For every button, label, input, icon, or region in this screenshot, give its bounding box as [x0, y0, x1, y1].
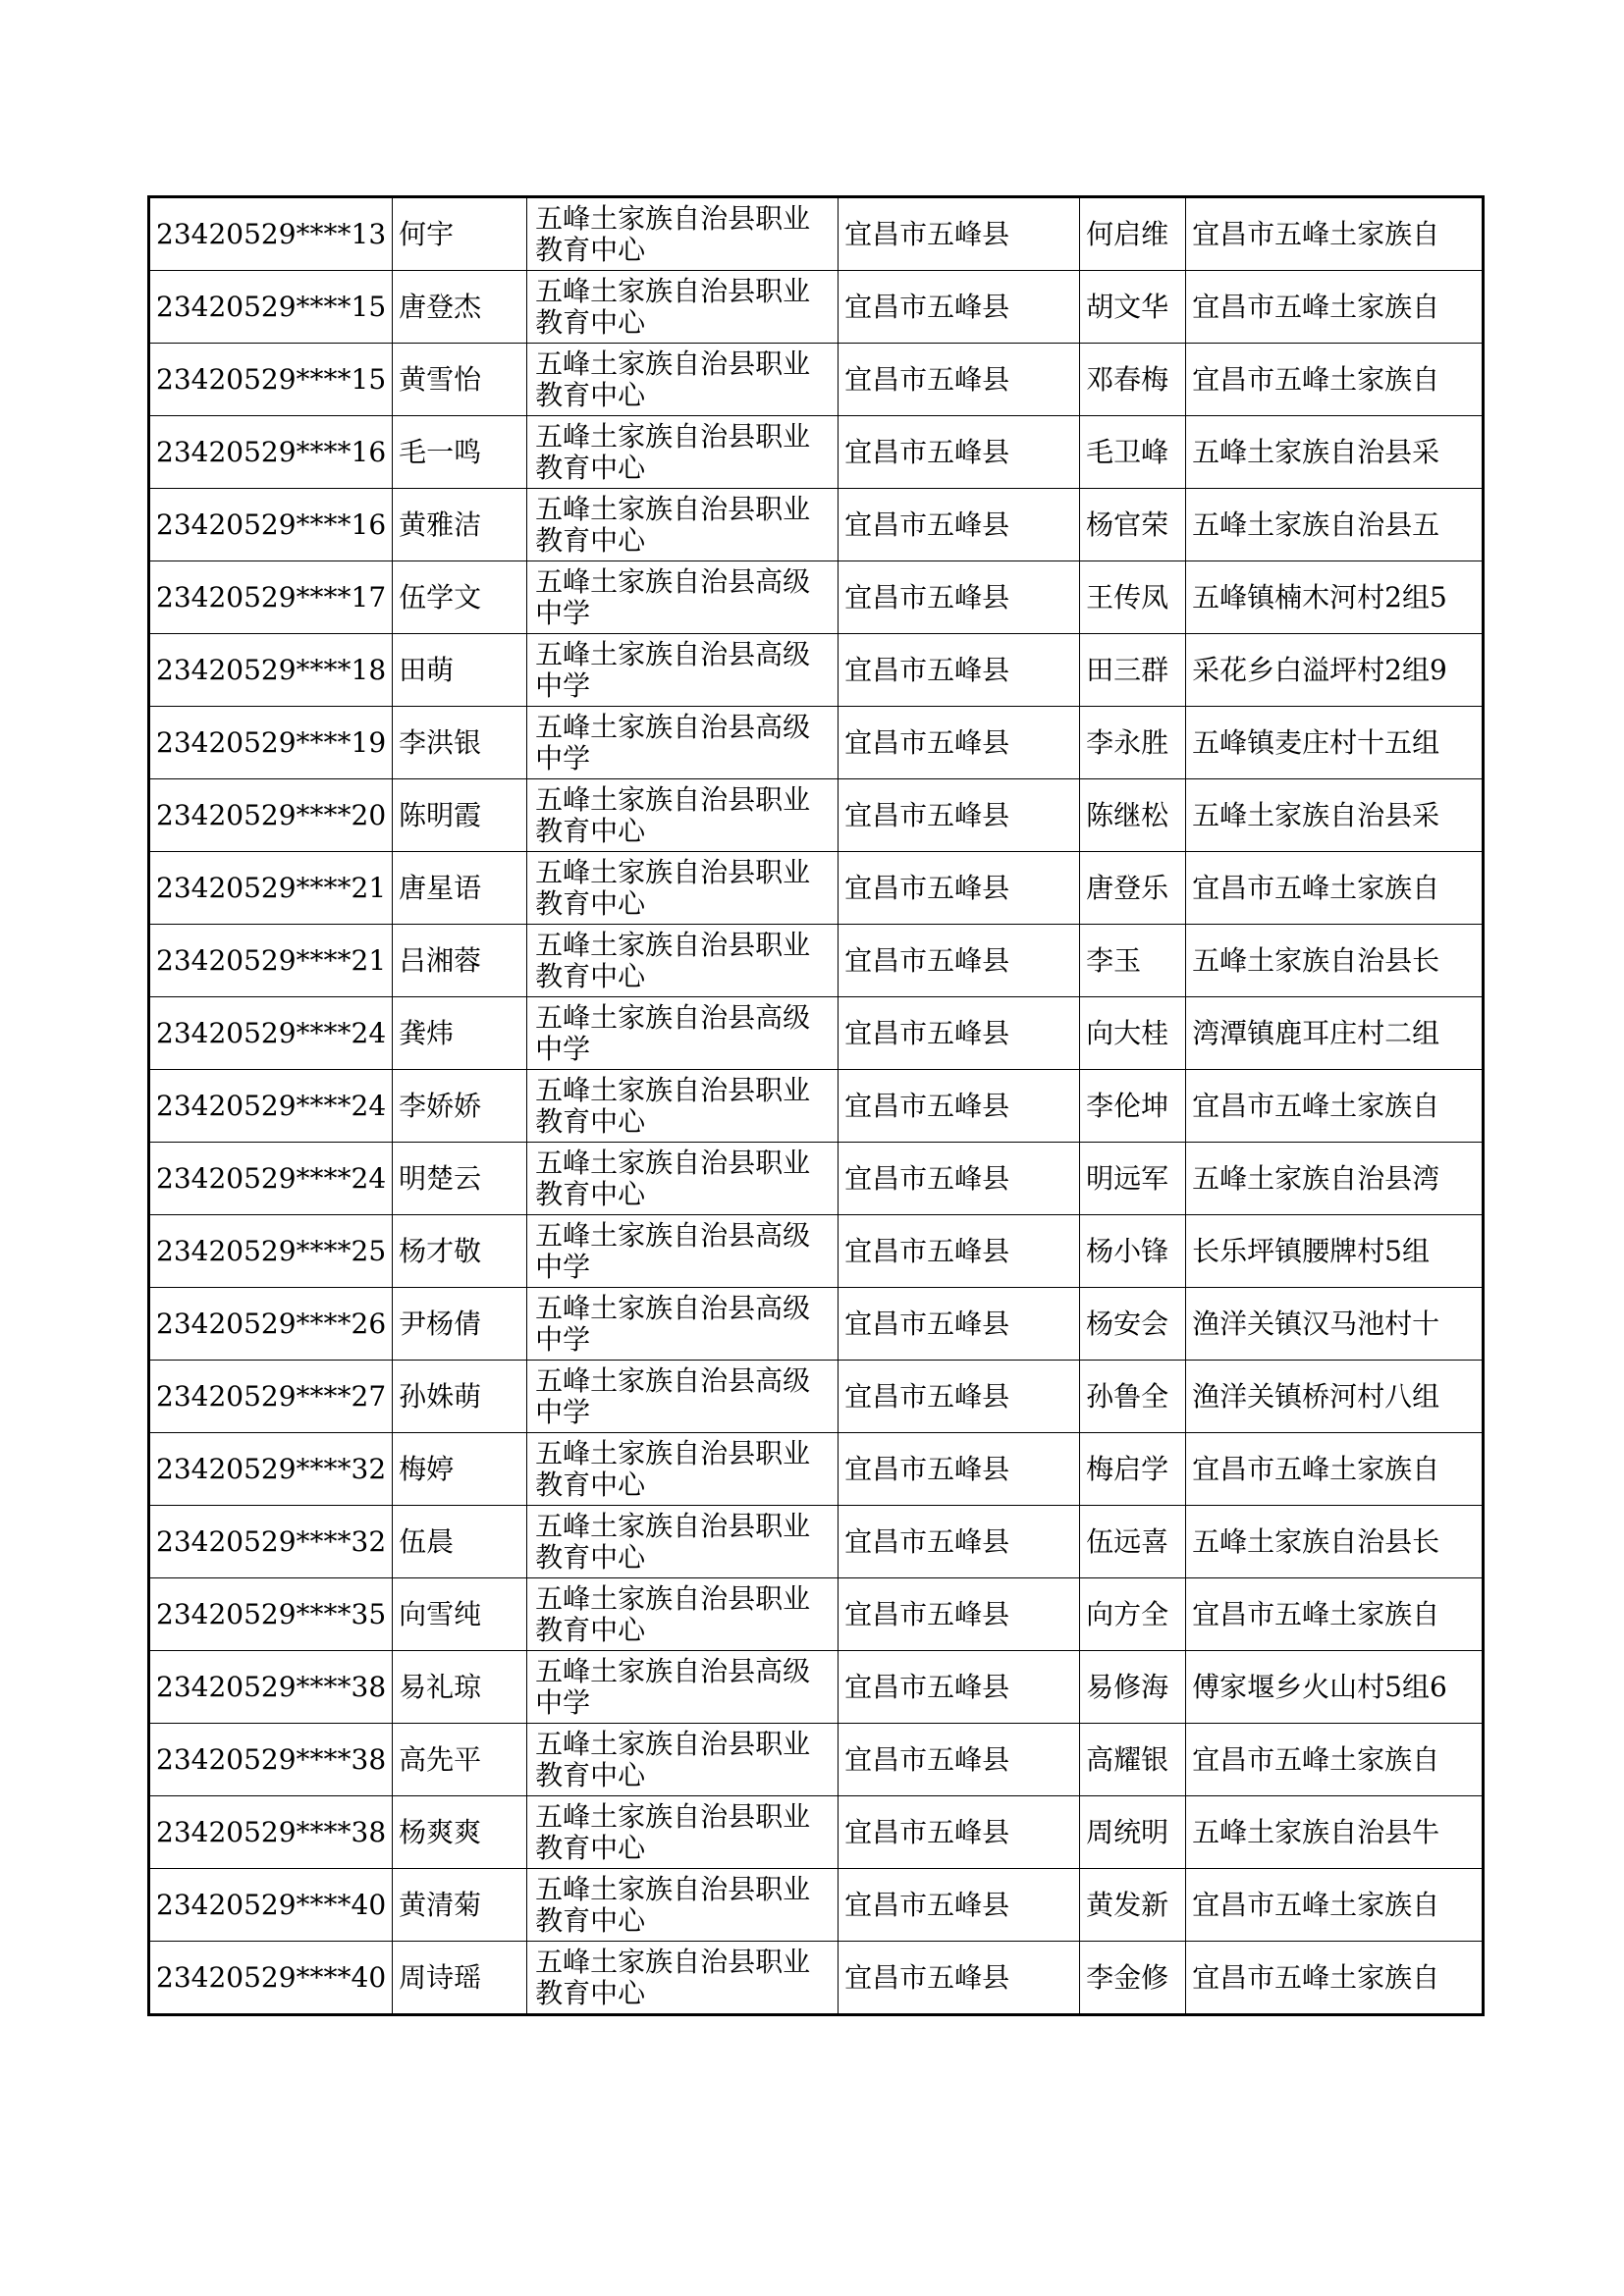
- id-cell: 23420529****35: [149, 1578, 393, 1651]
- guardian-cell: 陈继松: [1080, 779, 1186, 852]
- table-row: [149, 707, 1484, 779]
- guardian-cell: 向方全: [1080, 1578, 1186, 1651]
- address-cell: 五峰土家族自治县采: [1186, 416, 1484, 489]
- school-cell: 五峰土家族自治县高级中学: [527, 997, 839, 1070]
- name-cell: 伍学文: [393, 561, 527, 634]
- guardian-cell: 何启维: [1080, 197, 1186, 271]
- name-cell: 毛一鸣: [393, 416, 527, 489]
- school-cell: 五峰土家族自治县职业教育中心: [527, 852, 839, 925]
- guardian-cell: 伍远喜: [1080, 1506, 1186, 1578]
- region-cell: 宜昌市五峰县: [839, 416, 1080, 489]
- name-cell: 黄雅洁: [393, 489, 527, 561]
- id-cell: 23420529****17: [149, 561, 393, 634]
- id-cell: 23420529****16: [149, 416, 393, 489]
- id-cell: 23420529****25: [149, 1215, 393, 1288]
- address-cell: 五峰镇楠木河村2组5: [1186, 561, 1484, 634]
- id-cell: 23420529****32: [149, 1506, 393, 1578]
- address-cell: 五峰土家族自治县湾: [1186, 1143, 1484, 1215]
- guardian-cell: 明远军: [1080, 1143, 1186, 1215]
- region-cell: 宜昌市五峰县: [839, 271, 1080, 344]
- name-cell: 孙姝萌: [393, 1361, 527, 1433]
- table-row: [149, 1651, 1484, 1724]
- id-cell: 23420529****19: [149, 707, 393, 779]
- school-cell: 五峰土家族自治县职业教育中心: [527, 271, 839, 344]
- address-cell: 宜昌市五峰土家族自: [1186, 1070, 1484, 1143]
- table-row: [149, 1361, 1484, 1433]
- name-cell: 陈明霞: [393, 779, 527, 852]
- address-cell: 渔洋关镇汉马池村十: [1186, 1288, 1484, 1361]
- school-cell: 五峰土家族自治县职业教育中心: [527, 1724, 839, 1796]
- region-cell: 宜昌市五峰县: [839, 1143, 1080, 1215]
- table-row: [149, 1942, 1484, 2015]
- id-cell: 23420529****38: [149, 1796, 393, 1869]
- school-cell: 五峰土家族自治县职业教育中心: [527, 197, 839, 271]
- table-row: [149, 1070, 1484, 1143]
- address-cell: 宜昌市五峰土家族自: [1186, 344, 1484, 416]
- id-cell: 23420529****21: [149, 852, 393, 925]
- guardian-cell: 易修海: [1080, 1651, 1186, 1724]
- id-cell: 23420529****13: [149, 197, 393, 271]
- id-cell: 23420529****15: [149, 271, 393, 344]
- guardian-cell: 李玉: [1080, 925, 1186, 997]
- name-cell: 黄清菊: [393, 1869, 527, 1942]
- region-cell: 宜昌市五峰县: [839, 561, 1080, 634]
- region-cell: 宜昌市五峰县: [839, 997, 1080, 1070]
- table-row: [149, 1143, 1484, 1215]
- region-cell: 宜昌市五峰县: [839, 779, 1080, 852]
- name-cell: 杨才敬: [393, 1215, 527, 1288]
- table-row: [149, 197, 1484, 271]
- region-cell: 宜昌市五峰县: [839, 1215, 1080, 1288]
- region-cell: 宜昌市五峰县: [839, 634, 1080, 707]
- school-cell: 五峰土家族自治县高级中学: [527, 561, 839, 634]
- school-cell: 五峰土家族自治县职业教育中心: [527, 1143, 839, 1215]
- roster-table: [147, 195, 1485, 2016]
- guardian-cell: 胡文华: [1080, 271, 1186, 344]
- school-cell: 五峰土家族自治县职业教育中心: [527, 1506, 839, 1578]
- name-cell: 向雪纯: [393, 1578, 527, 1651]
- name-cell: 黄雪怡: [393, 344, 527, 416]
- id-cell: 23420529****27: [149, 1361, 393, 1433]
- guardian-cell: 李伦坤: [1080, 1070, 1186, 1143]
- address-cell: 五峰土家族自治县长: [1186, 925, 1484, 997]
- school-cell: 五峰土家族自治县高级中学: [527, 707, 839, 779]
- school-cell: 五峰土家族自治县职业教育中心: [527, 1433, 839, 1506]
- guardian-cell: 梅启学: [1080, 1433, 1186, 1506]
- guardian-cell: 毛卫峰: [1080, 416, 1186, 489]
- table-row: [149, 271, 1484, 344]
- address-cell: 五峰土家族自治县长: [1186, 1506, 1484, 1578]
- id-cell: 23420529****15: [149, 344, 393, 416]
- region-cell: 宜昌市五峰县: [839, 1506, 1080, 1578]
- name-cell: 李洪银: [393, 707, 527, 779]
- address-cell: 采花乡白溢坪村2组9: [1186, 634, 1484, 707]
- guardian-cell: 杨安会: [1080, 1288, 1186, 1361]
- address-cell: 宜昌市五峰土家族自: [1186, 1942, 1484, 2015]
- school-cell: 五峰土家族自治县高级中学: [527, 1361, 839, 1433]
- region-cell: 宜昌市五峰县: [839, 1433, 1080, 1506]
- table-row: [149, 1796, 1484, 1869]
- school-cell: 五峰土家族自治县职业教育中心: [527, 344, 839, 416]
- name-cell: 李娇娇: [393, 1070, 527, 1143]
- id-cell: 23420529****40: [149, 1942, 393, 2015]
- table-row: [149, 344, 1484, 416]
- table-row: [149, 1506, 1484, 1578]
- address-cell: 五峰土家族自治县牛: [1186, 1796, 1484, 1869]
- id-cell: 23420529****38: [149, 1724, 393, 1796]
- id-cell: 23420529****40: [149, 1869, 393, 1942]
- school-cell: 五峰土家族自治县职业教育中心: [527, 416, 839, 489]
- name-cell: 田萌: [393, 634, 527, 707]
- address-cell: 长乐坪镇腰牌村5组: [1186, 1215, 1484, 1288]
- school-cell: 五峰土家族自治县职业教育中心: [527, 1869, 839, 1942]
- name-cell: 何宇: [393, 197, 527, 271]
- address-cell: 宜昌市五峰土家族自: [1186, 1433, 1484, 1506]
- id-cell: 23420529****32: [149, 1433, 393, 1506]
- address-cell: 宜昌市五峰土家族自: [1186, 271, 1484, 344]
- id-cell: 23420529****16: [149, 489, 393, 561]
- guardian-cell: 杨官荣: [1080, 489, 1186, 561]
- school-cell: 五峰土家族自治县职业教育中心: [527, 1578, 839, 1651]
- region-cell: 宜昌市五峰县: [839, 925, 1080, 997]
- table-row: [149, 997, 1484, 1070]
- table-row: [149, 852, 1484, 925]
- guardian-cell: 唐登乐: [1080, 852, 1186, 925]
- school-cell: 五峰土家族自治县高级中学: [527, 1215, 839, 1288]
- region-cell: 宜昌市五峰县: [839, 1724, 1080, 1796]
- table-row: [149, 416, 1484, 489]
- name-cell: 明楚云: [393, 1143, 527, 1215]
- address-cell: 宜昌市五峰土家族自: [1186, 852, 1484, 925]
- address-cell: 渔洋关镇桥河村八组: [1186, 1361, 1484, 1433]
- school-cell: 五峰土家族自治县职业教育中心: [527, 489, 839, 561]
- region-cell: 宜昌市五峰县: [839, 1578, 1080, 1651]
- school-cell: 五峰土家族自治县职业教育中心: [527, 779, 839, 852]
- region-cell: 宜昌市五峰县: [839, 344, 1080, 416]
- table-row: [149, 1869, 1484, 1942]
- table-row: [149, 1724, 1484, 1796]
- roster-table-body: [149, 197, 1484, 2015]
- id-cell: 23420529****26: [149, 1288, 393, 1361]
- table-row: [149, 1215, 1484, 1288]
- address-cell: 宜昌市五峰土家族自: [1186, 1578, 1484, 1651]
- id-cell: 23420529****20: [149, 779, 393, 852]
- name-cell: 伍晨: [393, 1506, 527, 1578]
- region-cell: 宜昌市五峰县: [839, 197, 1080, 271]
- address-cell: 五峰土家族自治县采: [1186, 779, 1484, 852]
- guardian-cell: 王传凤: [1080, 561, 1186, 634]
- name-cell: 周诗瑶: [393, 1942, 527, 2015]
- guardian-cell: 高耀银: [1080, 1724, 1186, 1796]
- region-cell: 宜昌市五峰县: [839, 1869, 1080, 1942]
- guardian-cell: 邓春梅: [1080, 344, 1186, 416]
- region-cell: 宜昌市五峰县: [839, 1288, 1080, 1361]
- address-cell: 傅家堰乡火山村5组6: [1186, 1651, 1484, 1724]
- id-cell: 23420529****38: [149, 1651, 393, 1724]
- region-cell: 宜昌市五峰县: [839, 1942, 1080, 2015]
- school-cell: 五峰土家族自治县高级中学: [527, 634, 839, 707]
- guardian-cell: 田三群: [1080, 634, 1186, 707]
- guardian-cell: 李永胜: [1080, 707, 1186, 779]
- id-cell: 23420529****24: [149, 1070, 393, 1143]
- name-cell: 杨爽爽: [393, 1796, 527, 1869]
- id-cell: 23420529****21: [149, 925, 393, 997]
- guardian-cell: 黄发新: [1080, 1869, 1186, 1942]
- id-cell: 23420529****24: [149, 1143, 393, 1215]
- address-cell: 宜昌市五峰土家族自: [1186, 1724, 1484, 1796]
- name-cell: 唐星语: [393, 852, 527, 925]
- name-cell: 梅婷: [393, 1433, 527, 1506]
- guardian-cell: 向大桂: [1080, 997, 1186, 1070]
- region-cell: 宜昌市五峰县: [839, 1796, 1080, 1869]
- region-cell: 宜昌市五峰县: [839, 1651, 1080, 1724]
- id-cell: 23420529****24: [149, 997, 393, 1070]
- table-row: [149, 1288, 1484, 1361]
- address-cell: 湾潭镇鹿耳庄村二组: [1186, 997, 1484, 1070]
- address-cell: 五峰土家族自治县五: [1186, 489, 1484, 561]
- school-cell: 五峰土家族自治县职业教育中心: [527, 1796, 839, 1869]
- school-cell: 五峰土家族自治县高级中学: [527, 1288, 839, 1361]
- table-row: [149, 561, 1484, 634]
- address-cell: 宜昌市五峰土家族自: [1186, 197, 1484, 271]
- guardian-cell: 孙鲁全: [1080, 1361, 1186, 1433]
- table-row: [149, 634, 1484, 707]
- school-cell: 五峰土家族自治县职业教育中心: [527, 925, 839, 997]
- region-cell: 宜昌市五峰县: [839, 1361, 1080, 1433]
- guardian-cell: 李金修: [1080, 1942, 1186, 2015]
- table-row: [149, 1578, 1484, 1651]
- name-cell: 吕湘蓉: [393, 925, 527, 997]
- table-row: [149, 489, 1484, 561]
- guardian-cell: 杨小锋: [1080, 1215, 1186, 1288]
- school-cell: 五峰土家族自治县职业教育中心: [527, 1942, 839, 2015]
- name-cell: 易礼琼: [393, 1651, 527, 1724]
- region-cell: 宜昌市五峰县: [839, 707, 1080, 779]
- address-cell: 五峰镇麦庄村十五组: [1186, 707, 1484, 779]
- address-cell: 宜昌市五峰土家族自: [1186, 1869, 1484, 1942]
- region-cell: 宜昌市五峰县: [839, 852, 1080, 925]
- region-cell: 宜昌市五峰县: [839, 1070, 1080, 1143]
- table-row: [149, 779, 1484, 852]
- table-row: [149, 925, 1484, 997]
- school-cell: 五峰土家族自治县职业教育中心: [527, 1070, 839, 1143]
- guardian-cell: 周统明: [1080, 1796, 1186, 1869]
- name-cell: 高先平: [393, 1724, 527, 1796]
- name-cell: 尹杨倩: [393, 1288, 527, 1361]
- id-cell: 23420529****18: [149, 634, 393, 707]
- table-row: [149, 1433, 1484, 1506]
- school-cell: 五峰土家族自治县高级中学: [527, 1651, 839, 1724]
- region-cell: 宜昌市五峰县: [839, 489, 1080, 561]
- name-cell: 龚炜: [393, 997, 527, 1070]
- name-cell: 唐登杰: [393, 271, 527, 344]
